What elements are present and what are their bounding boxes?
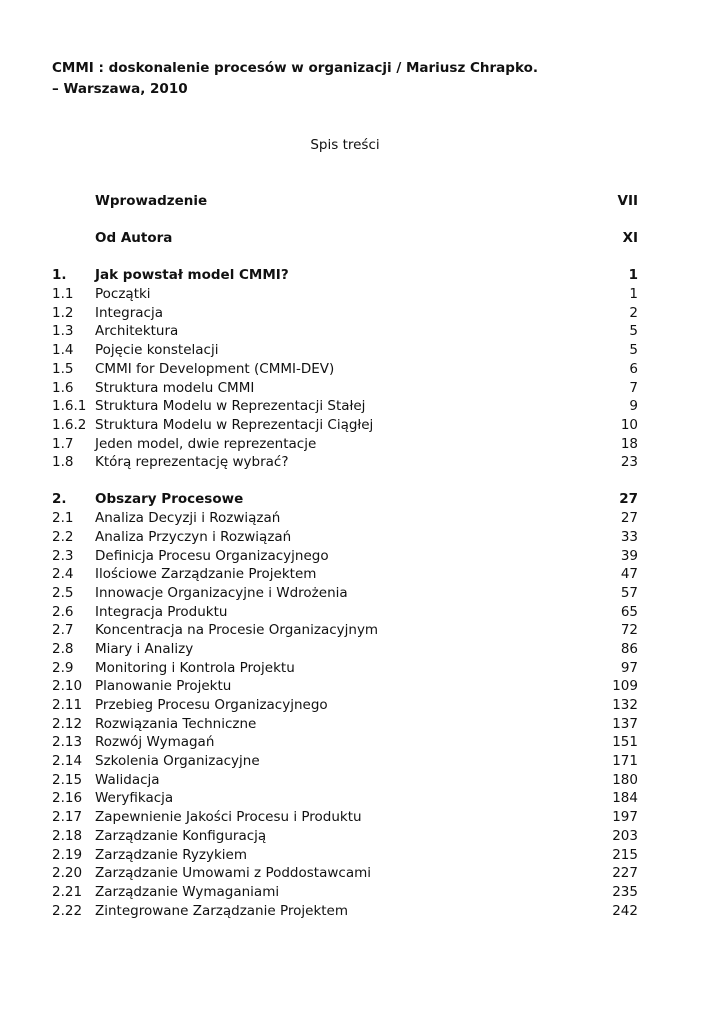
toc-entry-number: 2.7 — [52, 622, 74, 639]
toc-entry-title: Struktura Modelu w Reprezentacji Stałej — [95, 398, 366, 415]
toc-entry-number: 2.18 — [52, 827, 83, 844]
toc-entry — [52, 285, 638, 304]
toc-entry-page: 9 — [629, 398, 638, 415]
toc-entry — [52, 752, 638, 771]
toc-entry-number: 2.4 — [52, 566, 74, 583]
toc-entry-number: 2.13 — [52, 734, 83, 751]
toc-entry-title: Jeden model, dwie reprezentacje — [95, 435, 317, 452]
toc-group — [52, 229, 638, 248]
document-title-line-2: – Warszawa, 2010 — [52, 81, 188, 97]
table-of-contents — [52, 192, 638, 920]
toc-entry-title: Struktura modelu CMMI — [95, 379, 255, 396]
toc-entry-title: Analiza Przyczyn i Rozwiązań — [95, 528, 292, 545]
toc-entry — [52, 547, 638, 566]
document-page — [52, 58, 638, 920]
toc-entry-number: 2.2 — [52, 528, 74, 545]
toc-entry-number: 2.14 — [52, 753, 83, 770]
toc-entry-page: 227 — [612, 865, 638, 882]
toc-entry-page: 184 — [612, 790, 638, 807]
toc-entry-title: Szkolenia Organizacyjne — [95, 753, 260, 770]
toc-entry-title: Monitoring i Kontrola Projektu — [95, 659, 295, 676]
toc-group — [52, 490, 638, 920]
toc-entry-title: Pojęcie konstelacji — [95, 342, 219, 359]
toc-entry-title: Zapewnienie Jakości Procesu i Produktu — [95, 809, 362, 826]
toc-entry-page: 57 — [620, 584, 638, 601]
toc-entry-title: Integracja — [95, 304, 163, 321]
toc-entry-number: 2.15 — [52, 771, 83, 788]
toc-entry — [52, 640, 638, 659]
toc-entry — [52, 846, 638, 865]
toc-entry-title: Architektura — [95, 323, 179, 340]
toc-entry-title: CMMI for Development (CMMI-DEV) — [95, 360, 335, 377]
toc-entry — [52, 565, 638, 584]
toc-entry-title: Rozwiązania Techniczne — [95, 715, 257, 732]
toc-entry — [52, 341, 638, 360]
toc-entry — [52, 229, 638, 248]
toc-entry-page: 1 — [629, 286, 638, 303]
document-title — [52, 58, 638, 100]
toc-entry — [52, 659, 638, 678]
toc-entry-page: 27 — [620, 510, 638, 527]
toc-entry-number: 2.6 — [52, 603, 74, 620]
toc-entry-page: 235 — [612, 883, 638, 900]
toc-entry-number: 1.3 — [52, 323, 74, 340]
toc-entry-title: Walidacja — [95, 771, 160, 788]
toc-entry-page: 65 — [620, 603, 638, 620]
toc-entry — [52, 490, 638, 509]
toc-entry — [52, 528, 638, 547]
toc-entry-page: 72 — [620, 622, 638, 639]
toc-entry — [52, 453, 638, 472]
toc-entry-title: Definicja Procesu Organizacyjnego — [95, 547, 329, 564]
toc-entry-number: 2.8 — [52, 640, 74, 657]
toc-entry-title: Wprowadzenie — [95, 193, 208, 209]
toc-entry-title: Planowanie Projektu — [95, 678, 232, 695]
toc-entry-page: 86 — [620, 640, 638, 657]
toc-entry-title: Zarządzanie Ryzykiem — [95, 846, 247, 863]
toc-entry-page: 47 — [620, 566, 638, 583]
toc-entry-number: 2.5 — [52, 584, 74, 601]
toc-entry-page: 5 — [629, 342, 638, 359]
toc-entry — [52, 435, 638, 454]
toc-entry-page: 137 — [612, 715, 638, 732]
toc-entry — [52, 266, 638, 285]
toc-entry-page: XI — [622, 230, 638, 247]
toc-entry-number: 2. — [52, 491, 67, 508]
toc-entry — [52, 733, 638, 752]
toc-entry-title: Innowacje Organizacyjne i Wdrożenia — [95, 584, 348, 601]
toc-entry-page: 33 — [620, 528, 638, 545]
toc-entry-title: Ilościowe Zarządzanie Projektem — [95, 566, 317, 583]
toc-entry — [52, 584, 638, 603]
toc-entry-title: Struktura Modelu w Reprezentacji Ciągłej — [95, 416, 374, 433]
toc-entry — [52, 808, 638, 827]
toc-entry-title: Przebieg Procesu Organizacyjnego — [95, 697, 328, 713]
toc-entry-number: 2.19 — [52, 846, 83, 863]
toc-entry-title: Zintegrowane Zarządzanie Projektem — [95, 902, 349, 919]
toc-entry-page: 109 — [612, 678, 638, 695]
toc-entry-number: 1.6.2 — [52, 416, 87, 433]
toc-entry-number: 2.1 — [52, 510, 74, 527]
toc-entry-number: 1. — [52, 267, 67, 284]
toc-entry — [52, 789, 638, 808]
toc-entry-page: 215 — [612, 846, 638, 863]
toc-entry-number: 2.22 — [52, 902, 83, 919]
toc-entry-page: 23 — [620, 454, 638, 471]
toc-entry — [52, 696, 638, 715]
toc-entry-title: Jak powstał model CMMI? — [95, 267, 289, 284]
toc-entry — [52, 677, 638, 696]
toc-entry-title: Rozwój Wymagań — [95, 734, 215, 751]
toc-entry-title: Od Autora — [95, 230, 173, 247]
toc-entry-number: 1.1 — [52, 286, 74, 303]
toc-entry — [52, 771, 638, 790]
toc-entry-number: 1.8 — [52, 454, 74, 471]
toc-entry-number: 2.11 — [52, 697, 83, 713]
toc-entry-page: 197 — [612, 809, 638, 826]
toc-entry-title: Analiza Decyzji i Rozwiązań — [95, 510, 281, 527]
toc-entry-page: 132 — [612, 697, 638, 713]
toc-entry-title: Zarządzanie Wymaganiami — [95, 883, 280, 900]
toc-entry-number: 2.3 — [52, 547, 74, 564]
toc-entry-page: 10 — [620, 416, 638, 433]
toc-entry-number: 2.20 — [52, 865, 83, 882]
toc-entry-title: Obszary Procesowe — [95, 491, 244, 508]
toc-entry-title: Miary i Analizy — [95, 640, 194, 657]
toc-entry-page: 39 — [620, 547, 638, 564]
toc-entry-page: 242 — [612, 902, 638, 919]
toc-entry-page: 171 — [612, 753, 638, 770]
toc-entry — [52, 715, 638, 734]
toc-entry-page: 6 — [629, 360, 638, 377]
toc-entry-title: Zarządzanie Konfiguracją — [95, 827, 267, 844]
toc-entry — [52, 883, 638, 902]
toc-entry — [52, 416, 638, 435]
toc-entry — [52, 902, 638, 921]
toc-entry-title: Weryfikacja — [95, 790, 174, 807]
toc-group — [52, 266, 638, 472]
toc-entry-page: 2 — [629, 304, 638, 321]
toc-entry-number: 1.6 — [52, 379, 74, 396]
toc-heading: Spis treści — [310, 137, 380, 153]
toc-group — [52, 192, 638, 211]
toc-entry-page: 27 — [619, 491, 638, 508]
toc-entry-number: 2.12 — [52, 715, 83, 732]
toc-entry — [52, 192, 638, 211]
toc-entry — [52, 603, 638, 622]
document-title-line-1: CMMI : doskonalenie procesów w organizacji / Mariusz Chrapko. — [52, 60, 538, 76]
toc-entry-page: 180 — [612, 771, 638, 788]
toc-entry-page: 203 — [612, 827, 638, 844]
toc-entry — [52, 397, 638, 416]
toc-entry-page: VII — [617, 193, 638, 209]
toc-entry-title: Początki — [95, 286, 151, 303]
toc-entry — [52, 827, 638, 846]
toc-entry-page: 97 — [620, 659, 638, 676]
toc-entry-number: 1.2 — [52, 304, 74, 321]
toc-entry — [52, 304, 638, 323]
toc-entry-number: 2.10 — [52, 678, 83, 695]
toc-entry — [52, 322, 638, 341]
toc-entry — [52, 509, 638, 528]
toc-entry-number: 1.6.1 — [52, 398, 87, 415]
toc-entry-number: 2.21 — [52, 883, 83, 900]
toc-entry-title: Integracja Produktu — [95, 603, 228, 620]
toc-entry — [52, 379, 638, 398]
toc-entry-page: 5 — [629, 323, 638, 340]
toc-entry-title: Zarządzanie Umowami z Poddostawcami — [95, 865, 371, 882]
toc-entry-number: 1.7 — [52, 435, 74, 452]
toc-entry-page: 7 — [629, 379, 638, 396]
toc-entry — [52, 621, 638, 640]
toc-entry-page: 18 — [620, 435, 638, 452]
toc-entry-number: 1.5 — [52, 360, 74, 377]
toc-entry — [52, 864, 638, 883]
toc-entry-title: Którą reprezentację wybrać? — [95, 454, 289, 471]
toc-entry-page: 1 — [628, 267, 638, 284]
toc-entry-number: 1.4 — [52, 342, 74, 359]
toc-entry-page: 151 — [612, 734, 638, 751]
toc-entry-number: 2.17 — [52, 809, 83, 826]
toc-entry-number: 2.16 — [52, 790, 83, 807]
toc-entry-title: Koncentracja na Procesie Organizacyjnym — [95, 622, 379, 639]
toc-entry — [52, 360, 638, 379]
toc-entry-number: 2.9 — [52, 659, 74, 676]
